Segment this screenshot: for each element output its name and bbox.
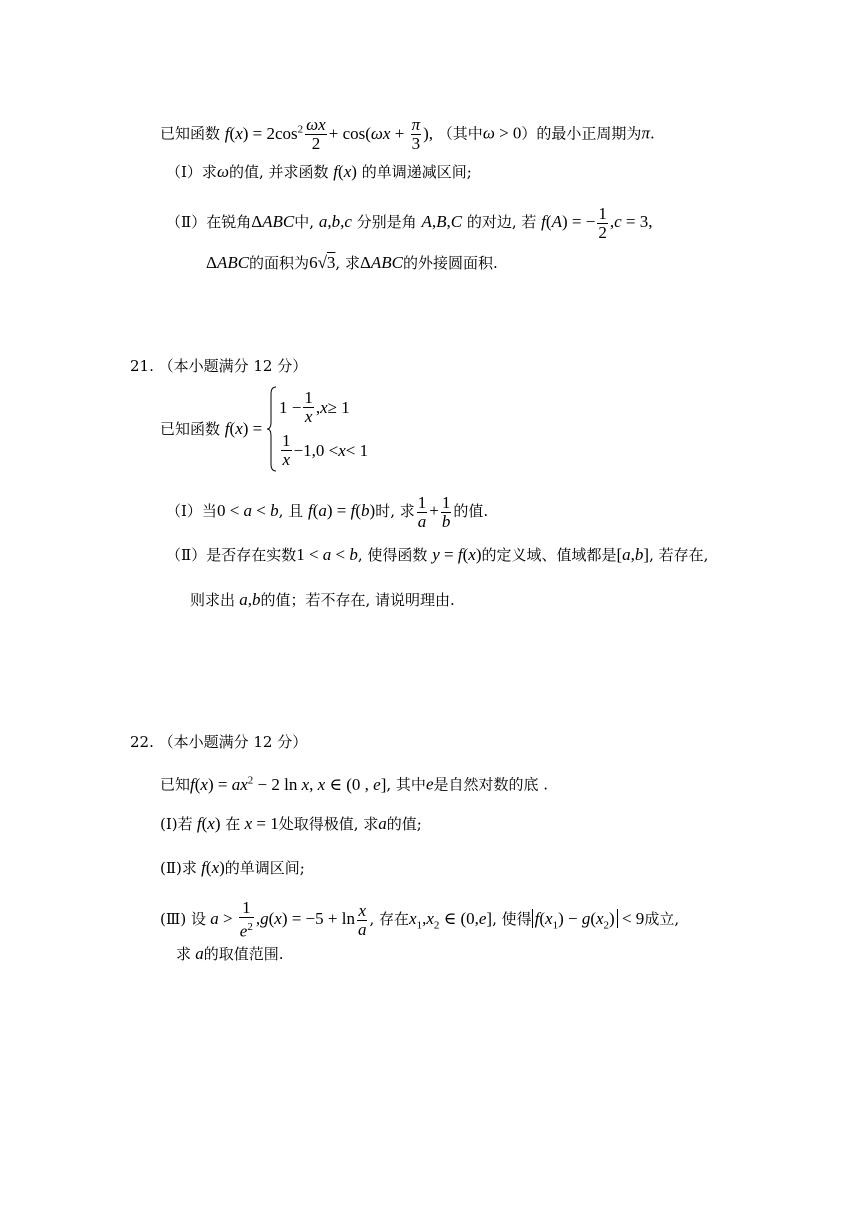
p21-part2-text-b: 的定义域、值域都是 [481,546,617,564]
p22-part2-label: (Ⅱ)求 [160,859,197,877]
p21-part1-text-b: 时, 求 [375,502,415,520]
p22-part3-text-c: 成立, [644,910,680,928]
problem-21-part1 [166,488,488,534]
p22-part3-l2-a: 求 [176,945,192,963]
p20-part2-text-b: 分别是角 [356,213,417,231]
problem-20-statement: 已知函数 $f(x) = 2\cos^2$ $\frac{\omega x}{2}$ + cos(ωx + $\frac{\pi}{3}$ ), （其中ω > 0）的最小正周期为π. [160,115,655,154]
p20-period: π [641,123,650,143]
p21-piecewise [267,386,387,472]
problem-22-part3-line2 [176,944,284,964]
p20-area-value: 6√3 [309,253,336,272]
problem-22-part2 [160,858,305,878]
problem-20-part2-line1 [166,200,652,244]
p21-fa-equals-fb: f(a) = f(b) [307,501,376,520]
p22-x1x2-domain: $x_1,x_2$ ∈ (0,e] [409,909,493,932]
p21-interval: [a,b] [616,545,650,564]
p21-part2-text-c: , 若存在, [649,546,709,564]
p22-part3-text-a: , 存在 [369,910,410,928]
p20-part1-label: （Ⅰ）求 [166,163,217,181]
p20-part2-l2-c: 的外接圆面积. [403,254,498,272]
p20-triangle-abc-2: ΔABC [206,253,250,272]
p22-part3-label: (Ⅲ) 设 [160,910,206,928]
problem-22-part1 [160,814,422,834]
problem-22-header: 22. （本小题满分 12 分） [130,733,308,751]
p20-paren-note: （其中 [437,124,483,143]
p21-part2-l2-b: 的值；若不存在, 请说明理由. [260,591,455,609]
p22-part3-l2-b: 的取值范围. [203,945,284,963]
p21-intro: 已知函数 [160,420,221,438]
p22-fx-2: f(x) [196,858,225,877]
p21-ab: a,b [235,590,261,609]
p22-intro-c: 是自然对数的底 . [433,775,549,794]
p21-ab-order: 0 < a < b [216,501,279,520]
p22-function-formula: $f(x) = ax^2 - 2$ ln x, x ∈ (0 , e] [190,774,387,794]
p22-part1-label: (Ⅰ)若 [160,815,193,833]
p20-sides: a,b,c [318,212,352,231]
problem-20-part2-line2 [206,253,498,273]
p22-fx-1: f(x) [192,814,221,833]
problem-22-statement [160,770,548,795]
p21-part2-l2-a: 则求出 [190,591,236,609]
p20-part2-text-a: 中, [294,213,315,231]
p20-fA-condition: f(A) = − $\frac{1}{2}$ ,c = 3, [541,203,653,242]
p21-part2-text-a: , 使得函数 [357,546,428,564]
p22-a-2: a [191,944,204,963]
p22-x-equals-1: x = 1 [240,814,279,833]
problem-21-statement [160,386,387,474]
p20-omega: ω [216,162,229,181]
p21-case-2: $\frac{1}{x}$ −1,0 < x < 1 [282,431,369,469]
problem-21-part2-line2 [190,590,455,610]
p20-part1-text-a: 的值, 并求函数 [228,163,329,181]
problem-22-part3-line1 [160,896,679,942]
p21-part1-text-c: 的值. [453,502,489,520]
p20-part2-l2-b: , 求 [335,254,360,272]
p20-paren-close: ）的最小正周期为 [521,124,642,143]
p21-fx: f(x) = [224,419,263,438]
p20-part2-text-c: 的对边, 若 [466,213,537,231]
p20-function-formula: $f(x) = 2\cos^2$ $\frac{\omega x}{2}$ + cos(ωx + $\frac{\pi}{3}$ ), [224,115,434,154]
p21-y-equals-fx: y = f(x) [432,545,482,564]
p22-part1-text-b: 处取得极值, 求 [278,815,379,833]
p21-part1-text-a: , 且 [278,502,304,520]
p20-part1-text-b: 的单调递减区间; [361,163,472,181]
left-brace-icon [267,386,277,472]
p20-omega-condition: ω > 0 [482,123,522,143]
p22-part1-text-c: 的值; [386,815,422,833]
p22-intro-b: , 其中 [386,775,426,794]
problem-21-part2-line1 [166,545,708,565]
p21-part1-label: （Ⅰ）当 [166,502,217,520]
p22-e: e [425,774,434,794]
p21-ab-range: 1 < a < b [296,545,358,564]
p21-case-1: 1 − $\frac{1}{x}$ , x ≥ 1 [279,388,350,426]
p22-abs-inequality: $f(x_1) - g(x_2) < 9$ [532,909,645,928]
p21-reciprocal-sum: $\frac{1}{a}$ + $\frac{1}{b}$ [417,492,451,531]
p21-part2-label: （Ⅱ）是否存在实数 [166,546,297,564]
p20-triangle-abc-3: ΔABC [359,253,403,272]
p20-intro: 已知函数 [160,124,221,143]
p20-part2-l2-a: 的面积为 [249,254,310,272]
p22-a-condition: a > $\frac{1}{e^2}$ ,g(x) = −5 + ln $\frac{x}{a}$ [205,898,367,941]
p22-part2-text-a: 的单调区间; [224,859,305,877]
problem-20-part1 [166,162,472,182]
p22-a-1: a [378,814,387,833]
p20-fx: f(x) [333,162,357,181]
p20-part2-label: （Ⅱ）在锐角 [166,213,252,231]
problem-21-header: 21. （本小题满分 12 分） [130,357,308,375]
p20-angles: A,B,C [421,212,463,231]
p22-part1-text-a: 在 [225,815,241,833]
p22-part3-text-b: , 使得 [492,910,532,928]
p20-triangle-abc: ΔABC [251,212,295,231]
p22-intro: 已知 [160,775,191,794]
